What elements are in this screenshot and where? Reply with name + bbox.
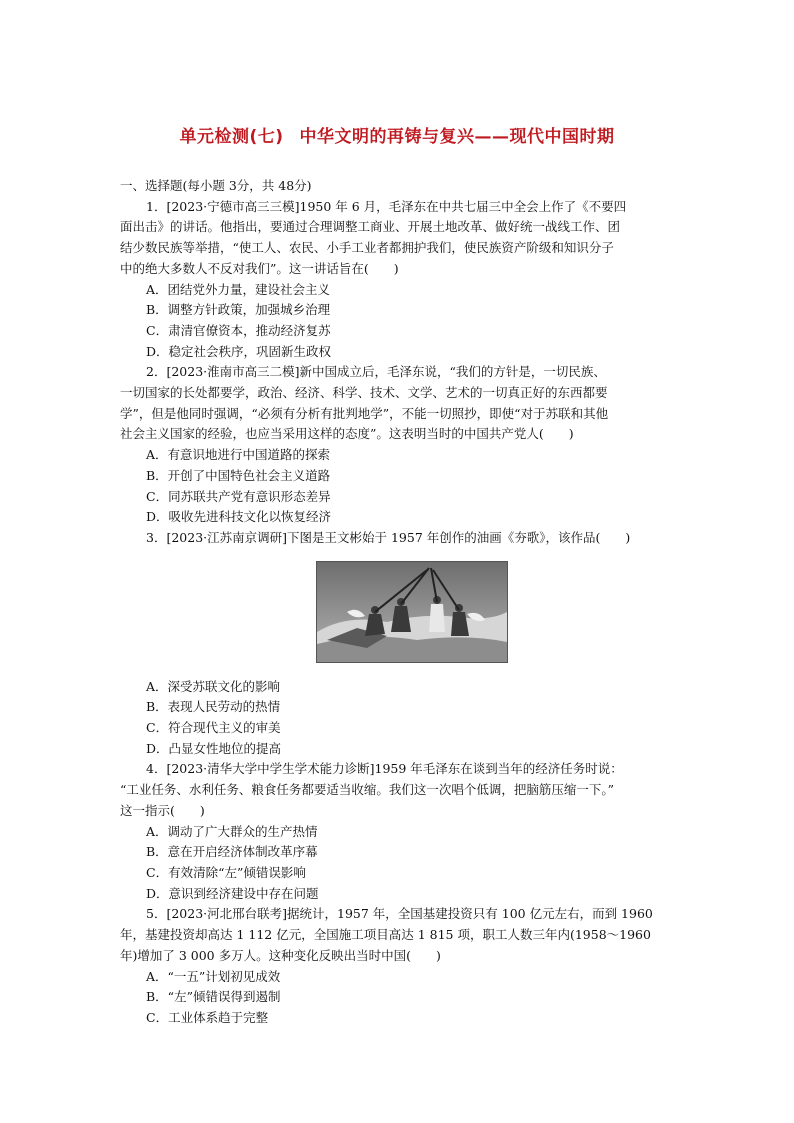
- question-content: [120, 176, 680, 1029]
- option-b: B．调整方针政策，加强城乡治理: [146, 302, 331, 318]
- painting-illustration: [317, 562, 507, 662]
- question-stem-line: 2．[2023·淮南市高三二模]新中国成立后，毛泽东说，“我们的方针是，一切民族、: [146, 364, 606, 380]
- question-stem-line: 3．[2023·江苏南京调研]下图是王文彬始于 1957 年创作的油画《夯歌》，该作品( ): [146, 529, 631, 545]
- question-stem-line: 面出击》的讲话。他指出，要通过合理调整工商业、开展土地改革、做好统一战线工作、团: [120, 219, 621, 235]
- section-header: 一、选择题(每小题 3分，共 48分): [120, 178, 312, 193]
- option-c: C．工业体系趋于完整: [146, 1009, 269, 1025]
- option-a: A．团结党外力量，建设社会主义: [146, 281, 331, 297]
- question-stem-line: 5．[2023·河北邢台联考]据统计，1957 年，全国基建投资只有 100 亿元左右，而到 1960: [146, 906, 653, 922]
- question-3: [120, 528, 680, 760]
- question-stem-line: 年)增加了 3 000 多万人。这种变化反映出当时中国( ): [120, 947, 441, 963]
- option-d: D．意识到经济建设中存在问题: [146, 885, 319, 901]
- option-d: D．稳定社会秩序，巩固新生政权: [146, 343, 332, 359]
- option-a: A．有意识地进行中国道路的探索: [146, 447, 331, 463]
- question-stem-line: 社会主义国家的经验，也应当采用这样的态度”。这表明当时的中国共产党人( ): [120, 426, 574, 442]
- question-1: [120, 197, 680, 363]
- option-b: B．“左”倾错误得到遏制: [146, 989, 281, 1005]
- unit-test-title: [0, 122, 794, 147]
- question-stem-line: 4．[2023·清华大学中学生学术能力诊断]1959 年毛泽东在谈到当年的经济任务时说：: [146, 761, 623, 777]
- question-5: [120, 904, 680, 1028]
- title-unit-label: 单元检测(七): [179, 127, 284, 147]
- option-d: D．吸收先进科技文化以恢复经济: [146, 509, 332, 525]
- option-b: B．开创了中国特色社会主义道路: [146, 467, 331, 483]
- option-a: A．“一五”计划初见成效: [146, 968, 281, 984]
- question-stem-line: 中的绝大多数人不反对我们”。这一讲话旨在( ): [120, 260, 399, 276]
- option-b: B．表现人民劳动的热情: [146, 699, 281, 715]
- option-a: A．调动了广大群众的生产热情: [146, 823, 318, 839]
- question-2: [120, 362, 680, 528]
- question-stem-line: 学”，但是他同时强调，“必须有分析有批判地学”，不能一切照抄，即使“对于苏联和其他: [120, 405, 609, 421]
- option-a: A．深受苏联文化的影响: [146, 678, 281, 694]
- option-c: C．肃清官僚资本，推动经济复苏: [146, 322, 331, 338]
- question-stem-line: 结少数民族等举措，“使工人、农民、小手工业者都拥护我们，使民族资产阶级和知识分子: [120, 240, 614, 256]
- painting-image: [316, 561, 508, 663]
- question-stem-line: 年，基建投资却高达 1 112 亿元，全国施工项目高达 1 815 项，职工人数三年内(1958～1960: [120, 927, 651, 943]
- question-stem-line: 一切国家的长处都要学，政治、经济、科学、技术、文学、艺术的一切真正好的东西都要: [120, 385, 608, 401]
- option-c: C．符合现代主义的审美: [146, 720, 281, 736]
- option-c: C．有效清除“左”倾错误影响: [146, 864, 306, 880]
- question-4: [120, 759, 680, 904]
- option-d: D．凸显女性地位的提高: [146, 740, 282, 756]
- title-topic: 中华文明的再铸与复兴——现代中国时期: [299, 127, 615, 147]
- question-stem-line: 这一指示( ): [120, 802, 205, 818]
- option-c: C．同苏联共产党有意识形态差异: [146, 488, 331, 504]
- question-stem-line: “工业任务、水利任务、粮食任务都要适当收缩。我们这一次唱个低调，把脑筋压缩一下。”: [120, 782, 615, 798]
- option-b: B．意在开启经济体制改革序幕: [146, 844, 318, 860]
- question-stem-line: 1．[2023·宁德市高三三模]1950 年 6 月，毛泽东在中共七届三中全会上作了《不要四: [146, 198, 627, 214]
